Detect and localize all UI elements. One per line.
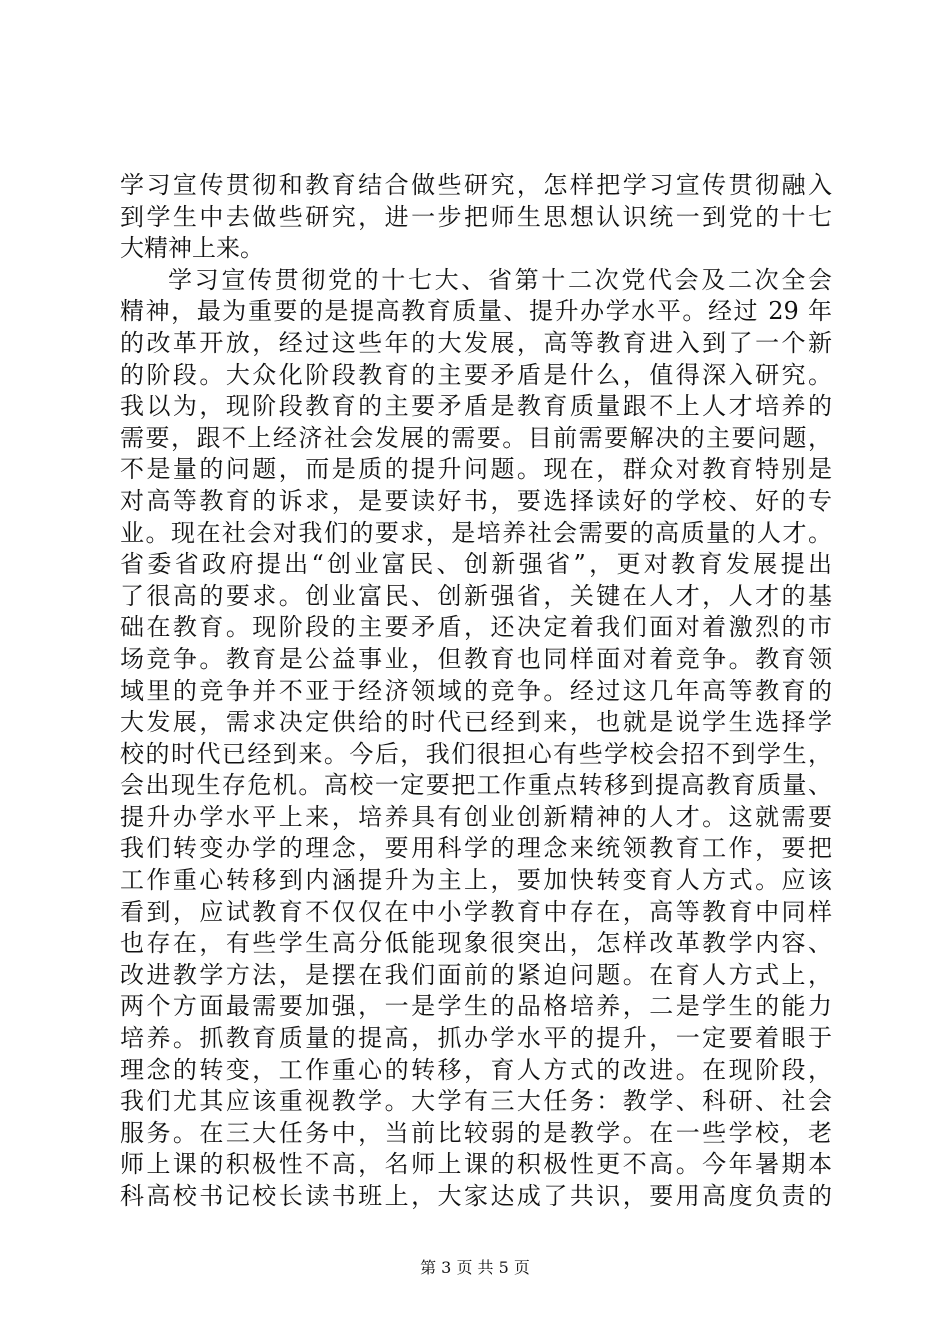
- page-footer: 第 3 页 共 5 页: [420, 1258, 530, 1277]
- text-line: 大精神上来。: [120, 234, 264, 263]
- text-line: 业。现在社会对我们的要求，是培养社会需要的高质量的人才。: [120, 518, 832, 547]
- text-line: 我以为，现阶段教育的主要矛盾是教育质量跟不上人才培养的: [120, 392, 832, 421]
- text-line: 校的时代已经到来。今后，我们很担心有些学校会招不到学生，: [120, 739, 832, 768]
- text-line: 我们尤其应该重视教学。大学有三大任务：教学、科研、社会: [120, 1087, 832, 1116]
- text-line: 科高校书记校长读书班上，大家达成了共识，要用高度负责的: [120, 1182, 832, 1210]
- text-line: 需要，跟不上经济社会发展的需要。目前需要解决的主要问题，: [120, 423, 832, 452]
- text-line: 省委省政府提出“创业富民、创新强省”，更对教育发展提出: [120, 550, 832, 579]
- text-line: 培养。抓教育质量的提高，抓办学水平的提升，一定要着眼于: [120, 1024, 832, 1053]
- text-line: 理念的转变，工作重心的转移，育人方式的改进。在现阶段，: [120, 1055, 832, 1084]
- text-line: 大发展，需求决定供给的时代已经到来，也就是说学生选择学: [120, 708, 832, 737]
- text-line: 精神，最为重要的是提高教育质量、提升办学水平。经过 29 年: [120, 297, 832, 326]
- text-line: 对高等教育的诉求，是要读好书，要选择读好的学校、好的专: [120, 486, 832, 515]
- text-line: 师上课的积极性不高，名师上课的积极性更不高。今年暑期本: [120, 1150, 832, 1179]
- text-line: 学习宣传贯彻和教育结合做些研究，怎样把学习宣传贯彻融入: [120, 171, 832, 199]
- text-line: 工作重心转移到内涵提升为主上，要加快转变育人方式。应该: [120, 866, 832, 895]
- text-line: 学习宣传贯彻党的十七大、省第十二次党代会及二次全会: [168, 265, 832, 294]
- text-line: 看到，应试教育不仅仅在中小学教育中存在，高等教育中同样: [120, 897, 832, 926]
- text-line: 了很高的要求。创业富民、创新强省，关键在人才，人才的基: [120, 581, 832, 610]
- text-line: 提升办学水平上来，培养具有创业创新精神的人才。这就需要: [120, 802, 832, 831]
- text-line: 我们转变办学的理念，要用科学的理念来统领教育工作，要把: [120, 834, 832, 863]
- text-line: 域里的竞争并不亚于经济领域的竞争。经过这几年高等教育的: [120, 676, 832, 705]
- text-line: 会出现生存危机。高校一定要把工作重点转移到提高教育质量、: [120, 771, 832, 800]
- text-line: 的改革开放，经过这些年的大发展，高等教育进入到了一个新: [120, 328, 832, 357]
- text-line: 改进教学方法，是摆在我们面前的紧迫问题。在育人方式上，: [120, 960, 832, 989]
- text-line: 两个方面最需要加强，一是学生的品格培养，二是学生的能力: [120, 992, 832, 1021]
- text-line: 的阶段。大众化阶段教育的主要矛盾是什么，值得深入研究。: [120, 360, 832, 389]
- body-text: [120, 170, 832, 1213]
- text-line: 到学生中去做些研究，进一步把师生思想认识统一到党的十七: [120, 202, 832, 231]
- text-line: 不是量的问题，而是质的提升问题。现在，群众对教育特别是: [120, 455, 832, 484]
- text-line: 础在教育。现阶段的主要矛盾，还决定着我们面对着激烈的市: [120, 613, 832, 642]
- text-line: 场竞争。教育是公益事业，但教育也同样面对着竞争。教育领: [120, 644, 832, 673]
- text-line: 也存在，有些学生高分低能现象很突出，怎样改革教学内容、: [120, 929, 832, 958]
- text-line: 服务。在三大任务中，当前比较弱的是教学。在一些学校，老: [120, 1118, 832, 1147]
